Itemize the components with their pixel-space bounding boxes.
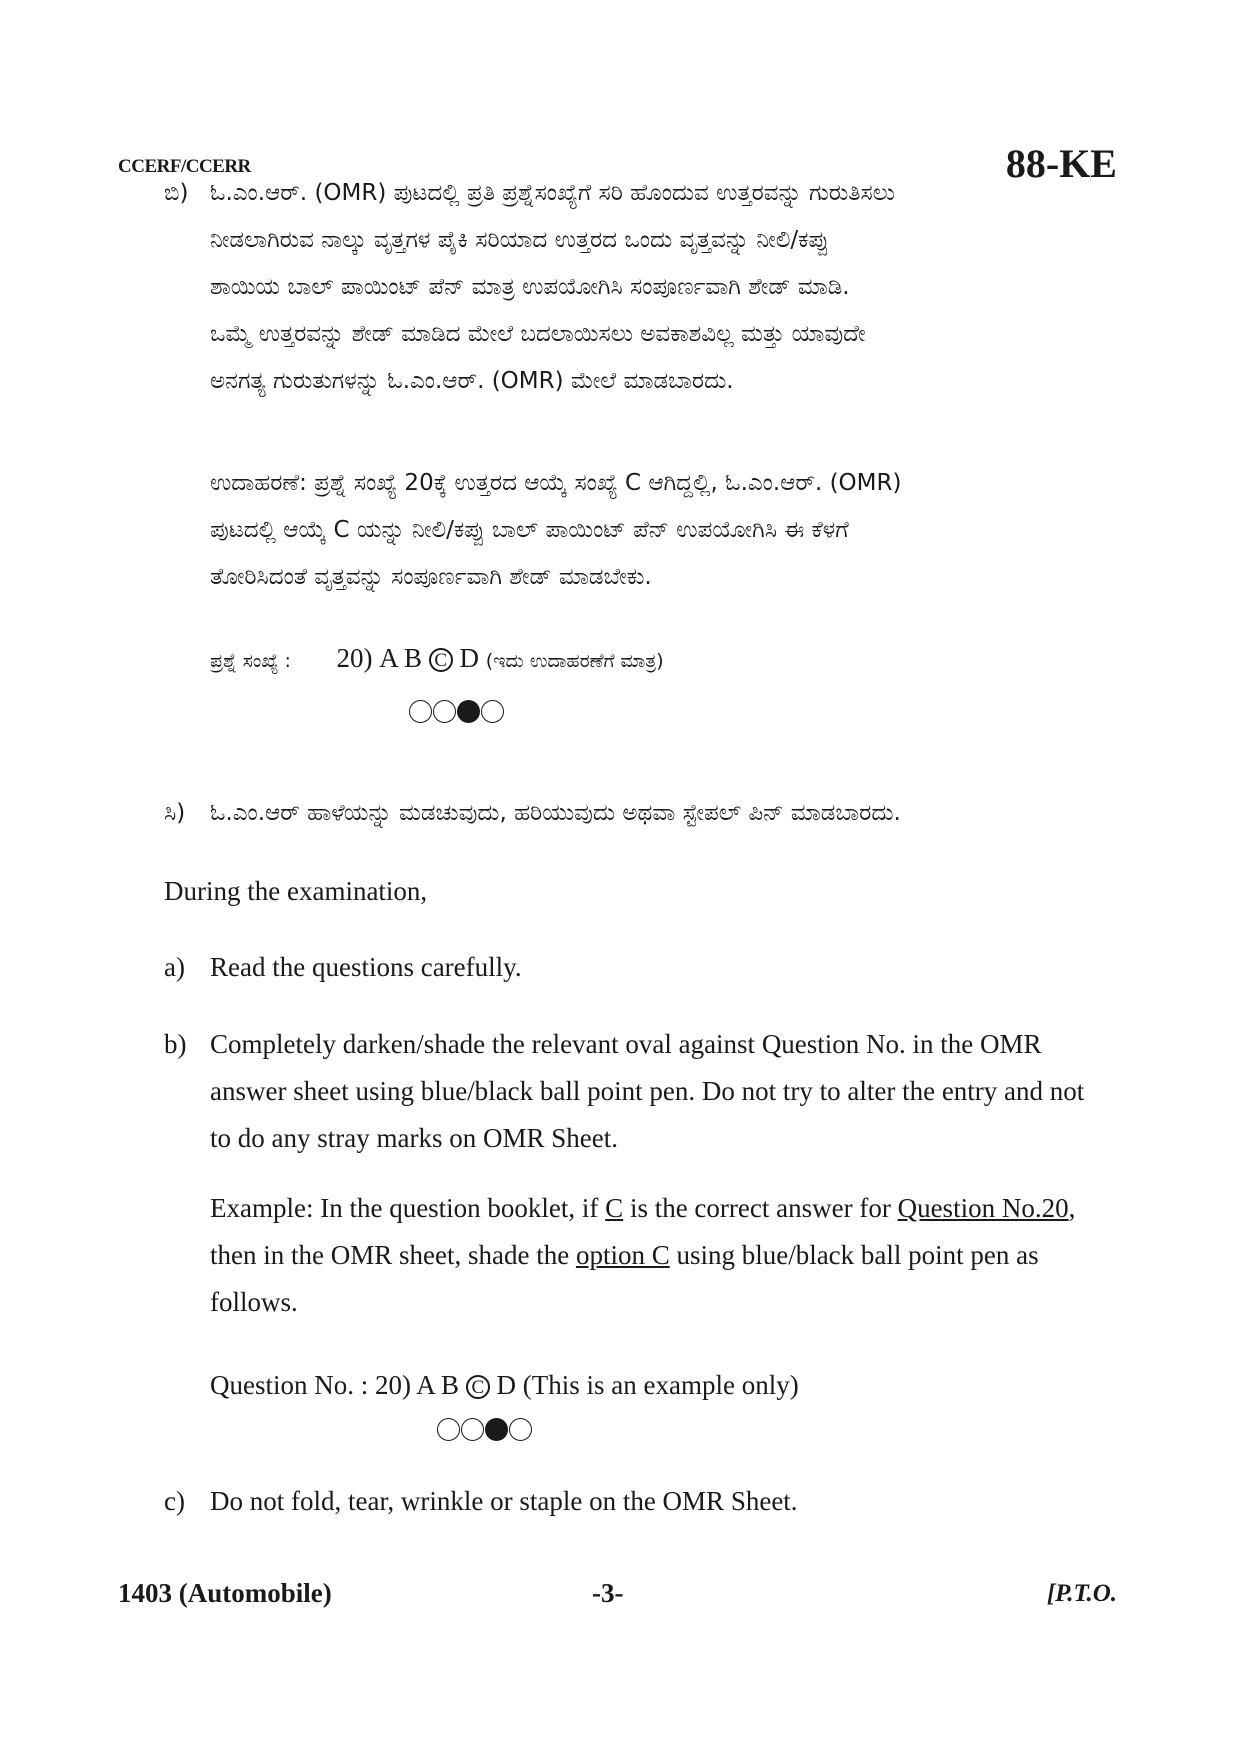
kannada-b-line: ಓ.ಎಂ.ಆರ್. (OMR) ಪುಟದಲ್ಲಿ ಪ್ರತಿ ಪ್ರಶ್ನೆಸಂಖ್ಯೆಗೆ ಸರಿ ಹೊಂದುವ ಉತ್ತರವನ್ನು ಗುರುತಿಸಲು	[210, 180, 895, 206]
kannada-example-paragraph	[210, 460, 1120, 601]
bubble-b	[433, 700, 456, 723]
english-example-line-2	[210, 1232, 1120, 1279]
english-question-note: (This is an example only)	[522, 1370, 799, 1400]
bubble-a	[409, 700, 432, 723]
kannada-question-label: ಪ್ರಶ್ನೆ ಸಂಖ್ಯೆ :	[210, 650, 291, 672]
english-c-label: c)	[164, 1486, 185, 1516]
english-b-line: Completely darken/shade the relevant oval against Question No. in the OMR	[210, 1029, 1042, 1059]
kannada-option-c-circled: C	[429, 648, 453, 672]
kannada-question-note: (ಇದು ಉದಾಹರಣೆಗೆ ಮಾತ್ರ)	[485, 650, 664, 672]
english-intro: During the examination,	[164, 876, 428, 906]
english-example-line-3: follows.	[210, 1287, 298, 1317]
kannada-b-line: ನೀಡಲಾಗಿರುವ ನಾಲ್ಕು ವೃತ್ತಗಳ ಪೈಕಿ ಸರಿಯಾದ ಉತ್ತರದ ಒಂದು ವೃತ್ತವನ್ನು ನೀಲಿ/ಕಪ್ಪು	[210, 227, 830, 253]
english-option-b: B	[441, 1370, 460, 1400]
bubble-d	[481, 700, 504, 723]
kannada-omr-bubbles	[409, 700, 505, 723]
kannada-b-paragraph	[210, 170, 1120, 405]
exam-code: CCERF/CCERR	[118, 156, 251, 177]
kannada-question-number: 20)	[336, 643, 373, 673]
kannada-c-label: ಸಿ)	[164, 800, 186, 826]
kannada-example-line: ಉದಾಹರಣೆ: ಪ್ರಶ್ನೆ ಸಂಖ್ಯೆ 20ಕ್ಕೆ ಉತ್ತರದ ಆಯ್ಕೆ ಸಂಖ್ಯೆ C ಆಗಿದ್ದಲ್ಲಿ, ಓ.ಎಂ.ಆರ್. (OMR)	[210, 470, 902, 496]
bubble-d	[509, 1418, 532, 1441]
english-a-label: a)	[164, 952, 185, 982]
english-option-c-circled: C	[466, 1375, 490, 1399]
english-a-text: Read the questions carefully.	[210, 952, 522, 982]
bubble-c-filled	[457, 700, 480, 723]
kannada-c-text: ಓ.ಎಂ.ಆರ್ ಹಾಳೆಯನ್ನು ಮಡಚುವುದು, ಹರಿಯುವುದು ಅಥವಾ ಸ್ಟೇಪಲ್ ಪಿನ್ ಮಾಡಬಾರದು.	[210, 800, 901, 826]
example-text: is the correct answer for	[623, 1193, 898, 1223]
example-option-c: option C	[575, 1240, 670, 1270]
example-question-no: Question No.20	[897, 1193, 1069, 1223]
kannada-b-line: ಶಾಯಿಯ ಬಾಲ್ ಪಾಯಿಂಟ್ ಪೆನ್ ಮಾತ್ರ ಉಪಯೋಗಿಸಿ ಸಂಪೂರ್ಣವಾಗಿ ಶೇಡ್ ಮಾಡಿ.	[210, 274, 850, 300]
english-question-label: Question No. : 20)	[210, 1370, 411, 1400]
bubble-b	[461, 1418, 484, 1441]
footer-page-number: -3-	[592, 1578, 624, 1608]
example-text: using blue/black ball point pen as	[669, 1240, 1039, 1270]
english-question-example	[210, 1362, 799, 1409]
paper-code: 88-KE	[1005, 141, 1117, 186]
english-example-line-1	[210, 1185, 1120, 1232]
english-b-line: to do any stray marks on OMR Sheet.	[210, 1123, 618, 1153]
english-omr-bubbles	[437, 1418, 533, 1441]
english-b-paragraph	[210, 1021, 1120, 1162]
english-b-line: answer sheet using blue/black ball point pen. Do not try to alter the entry and not	[210, 1076, 1085, 1106]
example-text: then in the OMR sheet, shade the	[210, 1240, 576, 1270]
example-text: ,	[1068, 1193, 1076, 1223]
kannada-b-line: ಒಮ್ಮೆ ಉತ್ತರವನ್ನು ಶೇಡ್ ಮಾಡಿದ ಮೇಲೆ ಬದಲಾಯಿಸಲು ಅವಕಾಶವಿಲ್ಲ ಮತ್ತು ಯಾವುದೇ	[210, 321, 866, 347]
english-example-paragraph	[210, 1185, 1120, 1326]
kannada-option-a: A	[379, 643, 398, 673]
kannada-example-line: ತೋರಿಸಿದಂತೆ ವೃತ್ತವನ್ನು ಸಂಪೂರ್ಣವಾಗಿ ಶೇಡ್ ಮಾಡಬೇಕು.	[210, 564, 652, 590]
example-answer-c: C	[605, 1193, 624, 1223]
english-option-d: D	[496, 1370, 517, 1400]
bubble-a	[437, 1418, 460, 1441]
bubble-c-filled	[485, 1418, 508, 1441]
kannada-b-label: ಬಿ)	[164, 180, 189, 206]
kannada-option-d: D	[459, 643, 479, 673]
english-c-text: Do not fold, tear, wrinkle or staple on the OMR Sheet.	[210, 1486, 798, 1516]
kannada-example-line: ಪುಟದಲ್ಲಿ ಆಯ್ಕೆ C ಯನ್ನು ನೀಲಿ/ಕಪ್ಪು ಬಾಲ್ ಪಾಯಿಂಟ್ ಪೆನ್ ಉಪಯೋಗಿಸಿ ಈ ಕೆಳಗೆ	[210, 517, 849, 543]
kannada-b-line: ಅನಗತ್ಯ ಗುರುತುಗಳನ್ನು ಓ.ಎಂ.ಆರ್. (OMR) ಮೇಲೆ ಮಾಡಬಾರದು.	[210, 368, 734, 394]
english-b-label: b)	[164, 1029, 187, 1059]
english-option-a: A	[416, 1370, 435, 1400]
footer-subject: 1403 (Automobile)	[118, 1578, 332, 1608]
footer-pto: [P.T.O.	[1046, 1580, 1117, 1607]
kannada-question-example	[210, 635, 664, 685]
kannada-option-b: B	[403, 643, 422, 673]
example-text: Example: In the question booklet, if	[210, 1193, 606, 1223]
